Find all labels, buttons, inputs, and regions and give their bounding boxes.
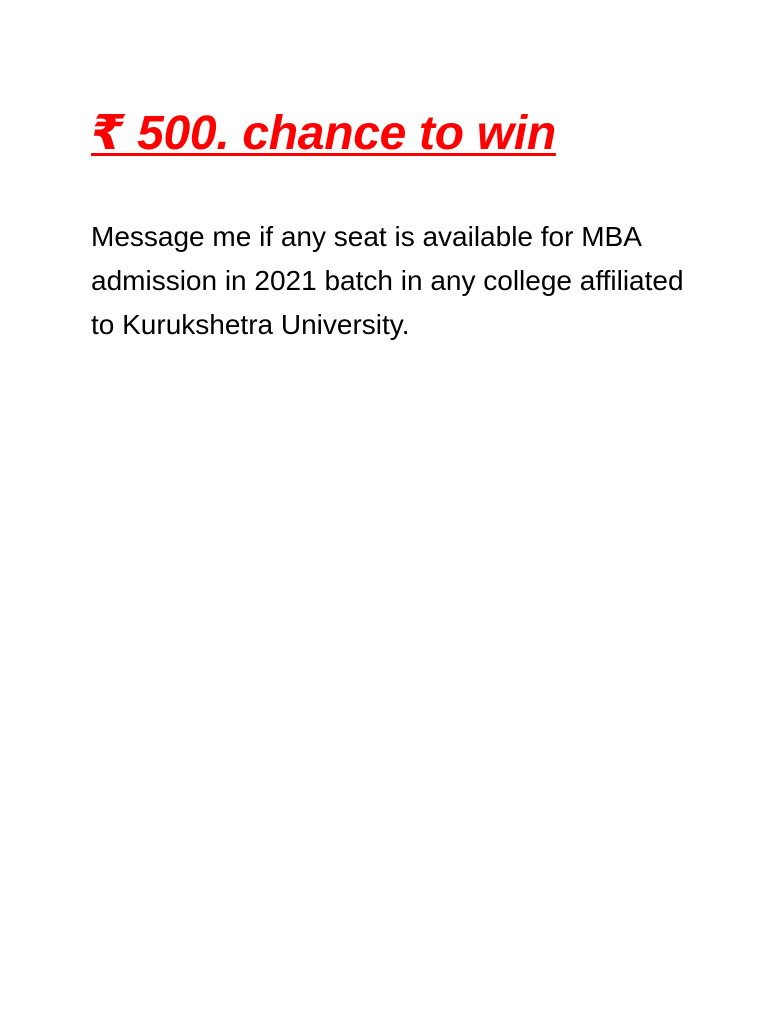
body-paragraph: Message me if any seat is available for MBA admission in 2021 batch in any college affiliated to Kurukshetra University. [91,221,684,340]
headline: ₹ 500. chance to win [91,107,556,160]
